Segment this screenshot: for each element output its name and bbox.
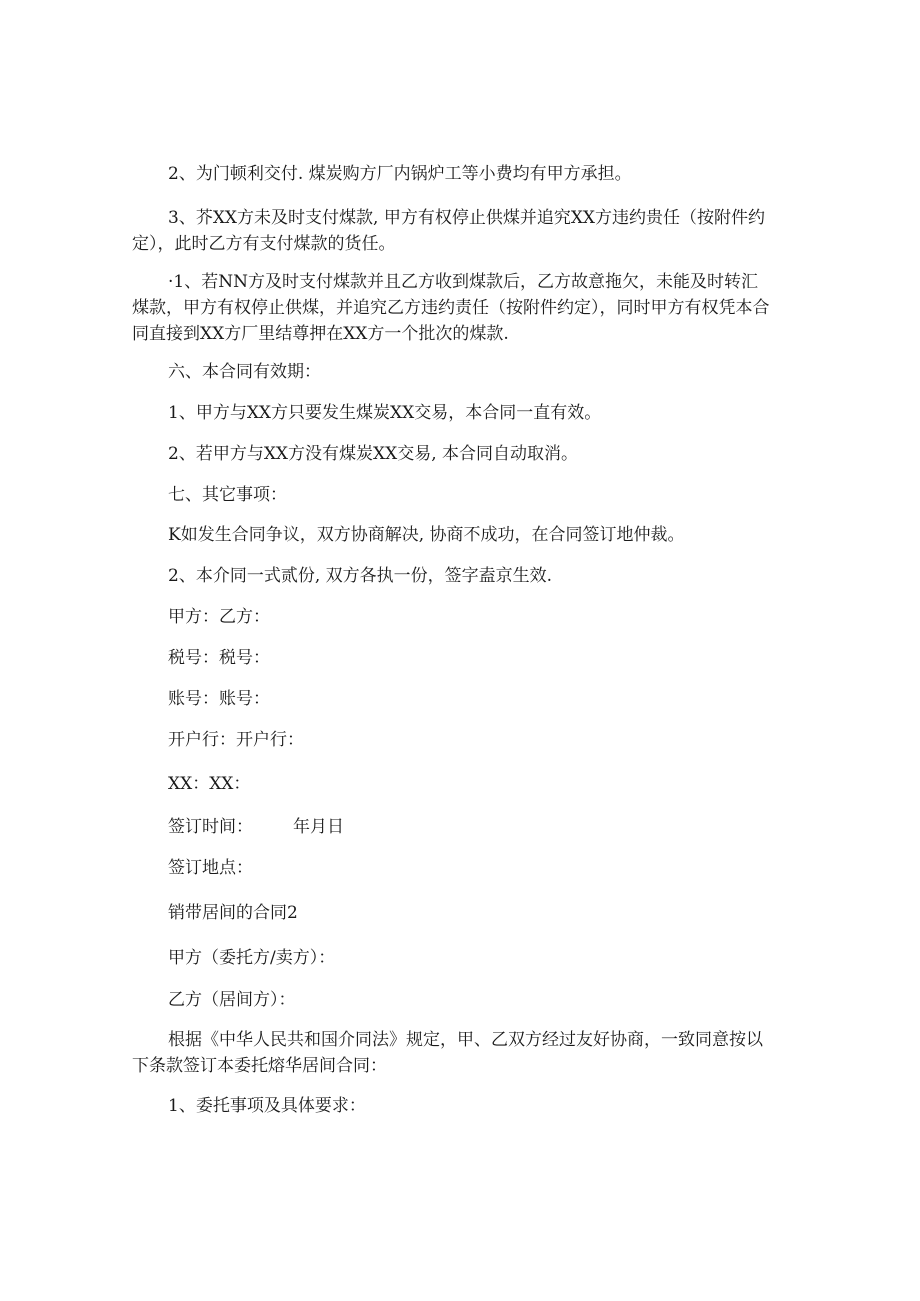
party-b-line: 乙方（居间方）： xyxy=(168,990,296,1010)
signature-tax-id-line: 税号：税号： xyxy=(168,648,270,668)
section-heading-validity: 六、本合同有效期： xyxy=(168,362,321,382)
section-heading-other-matters: 七、其它事项： xyxy=(168,485,287,505)
signing-place-line: 签订地点： xyxy=(168,858,253,878)
paragraph-payment-delivery: 2、为门顿利交付. 煤炭购方厂内锅炉工等小费均有甲方承担。 xyxy=(168,164,632,184)
signing-date-value: 年月日 xyxy=(293,817,344,837)
paragraph-validity-1: 1、甲方与XX方只要发生煤炭XX交易，本合同一直有效。 xyxy=(168,403,602,423)
paragraph-validity-2: 2、若甲方与XX方没有煤炭XX交易, 本合同自动取消。 xyxy=(168,444,579,464)
paragraph-copies: 2、本介同一式贰份, 双方各执一份，签字盍京生效. xyxy=(168,566,553,586)
paragraph-withheld-payment-clause: ·1、若NN方及时支付煤款并且乙方收到煤款后，乙方故意拖欠，未能及时转汇煤款，甲方有权停止供煤，并追究乙方违约责任（按附件约定），同时甲方有权凭本合同直接到XX方厂里结尊押在XX方一个批次的煤款. xyxy=(132,272,770,344)
paragraph-contract-basis: 根据《中华人民共和国介同法》规定，甲、乙双方经过友好协商，一致同意按以下条款签订本委托熔华居间合同： xyxy=(132,1030,763,1076)
paragraph-late-payment-clause: 3、芥XX方未及时支付煤款, 甲方有权停止供煤并追究XX方违约贵任（按附件约定），此时乙方有支付煤款的货任。 xyxy=(132,208,766,254)
signature-account-line: 账号：账号： xyxy=(168,689,270,709)
signature-xx-line: XX：XX： xyxy=(168,774,251,794)
signing-date-label: 签订时间： xyxy=(168,817,253,837)
party-a-line: 甲方（委托方/卖方）： xyxy=(168,948,336,968)
paragraph-dispute-resolution: K如发生合同争议，双方协商解决, 协商不成功，在合同签订地仲裁。 xyxy=(168,525,685,545)
signature-party-line: 甲方：乙方： xyxy=(168,607,270,627)
signature-bank-line: 开户行：开户行： xyxy=(168,730,304,750)
contract-title: 销带居间的合同2 xyxy=(168,903,298,923)
signing-date-line xyxy=(168,814,828,840)
section-heading-entrusted-matters: 1、委托事项及具体要求： xyxy=(168,1096,366,1116)
